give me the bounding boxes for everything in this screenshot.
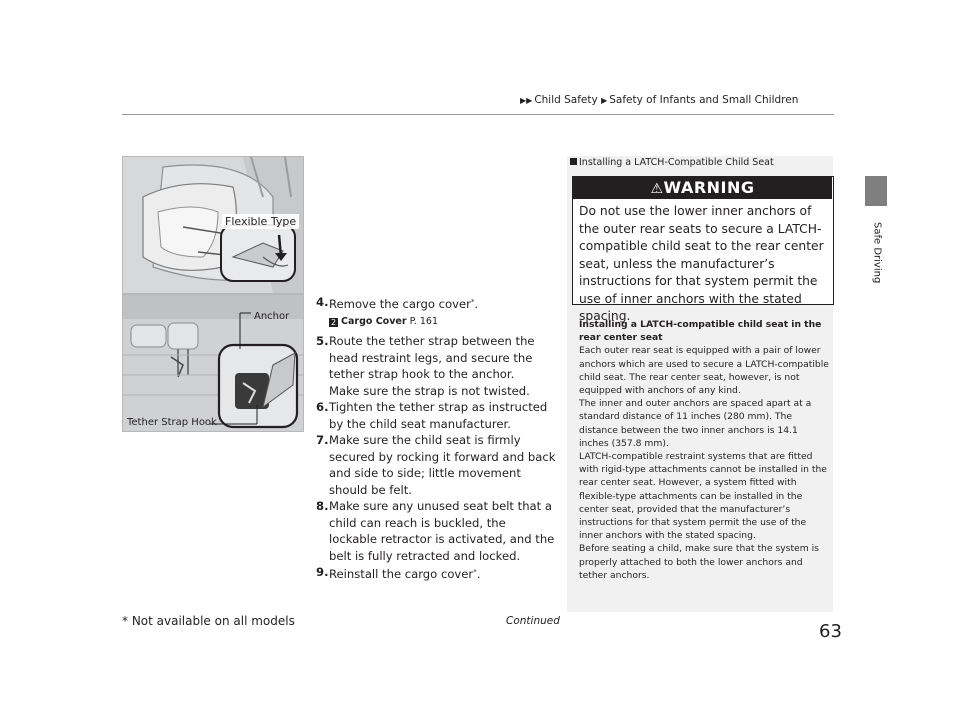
step-number: 8. (316, 499, 329, 513)
breadcrumb (520, 94, 798, 106)
note-paragraph: Each outer rear seat is equipped with a pair of lower anchors which are used to secure a LATCH-compatible child seat. The rear center seat, however, is not equipped with anchors of any kind. (579, 345, 829, 397)
note-subheading: Installing a LATCH-compatible child seat in the rear center seat (579, 319, 822, 344)
cross-reference[interactable] (316, 314, 556, 331)
breadcrumb-item-safety-infants[interactable]: Safety of Infants and Small Children (609, 94, 799, 106)
step-text: Remove the cargo cover (329, 297, 471, 311)
note-title: Installing a LATCH-Compatible Child Seat (570, 157, 774, 168)
step-item (316, 294, 556, 313)
label-anchor: Anchor (254, 311, 290, 322)
step-text: Reinstall the cargo cover (329, 567, 474, 581)
label-flexible-type: Flexible Type (222, 214, 299, 229)
note-paragraph: LATCH-compatible restraint systems that are fitted with rigid-type attachments cannot be installed in the rear center seat. However, a system fitted with flexible-type attachments can be installed in the center seat, provided that the manufacturer’s instructions for that system permit the use of the inner anchors with the stated spacing. (579, 451, 827, 542)
breadcrumb-arrow-icon: ▶ (601, 96, 608, 105)
step-item (316, 333, 556, 399)
step-item (316, 564, 556, 583)
footnote: * Not available on all models (122, 614, 295, 628)
step-text: Make sure the child seat is firmly secured by rocking it forward and back and side to side; little movement should be felt. (329, 433, 556, 497)
step-number: 9. (316, 565, 329, 579)
warning-text: Do not use the lower inner anchors of the outer rear seats to secure a LATCH-compatible child seat to the rear center seat, unless the manufacturer’s instructions for that system permit the use of inner anchors with the stated spacing. (579, 204, 824, 323)
reference-arrow-icon: 2 (330, 317, 337, 327)
xref-title[interactable]: Cargo Cover (341, 315, 407, 327)
step-text: Tighten the tether strap as instructed by the child seat manufacturer. (329, 400, 548, 431)
step-number: 5. (316, 334, 329, 348)
section-tab (866, 222, 888, 332)
footnote-mark[interactable]: * (473, 568, 477, 576)
step-text: Make sure any unused seat belt that a child can reach is buckled, the lockable retractor is activated, and the belt is fully retracted and locked. (329, 499, 555, 563)
warning-header (573, 177, 832, 199)
step-punct: . (476, 567, 481, 581)
step-item (316, 432, 556, 498)
step-text: Route the tether strap between the head restraint legs, and secure the tether strap hook to the anchor. (329, 334, 535, 381)
step-text-extra: Make sure the strap is not twisted. (329, 383, 530, 398)
step-number: 4. (316, 295, 329, 309)
note-marker-icon (570, 158, 577, 165)
note-paragraph: The inner and outer anchors are spaced apart at a standard distance of 11 inches (280 mm). The distance between the two inner anchors is 14.1 inches (357.8 mm). (579, 398, 812, 449)
continued-label: Continued (506, 615, 560, 627)
step-item (316, 498, 556, 564)
page-number: 63 (819, 621, 842, 642)
note-body (579, 318, 829, 582)
footnote-mark[interactable]: * (470, 298, 475, 306)
procedure-steps (316, 294, 556, 583)
section-tab-marker (865, 176, 887, 206)
step-item (316, 399, 556, 432)
step-number: 6. (316, 400, 329, 414)
note-paragraph: Before seating a child, make sure that the system is properly attached to both the lower anchors and tether anchors. (579, 543, 819, 581)
step-number: 7. (316, 433, 329, 447)
label-tether-strap-hook: Tether Strap Hook (127, 417, 217, 428)
breadcrumb-arrow-icon: ▶▶ (520, 96, 533, 105)
warning-icon: ⚠ (650, 181, 664, 197)
xref-page[interactable]: P. 161 (409, 315, 438, 327)
breadcrumb-item-child-safety[interactable]: Child Safety (534, 94, 598, 106)
header-divider (122, 114, 834, 115)
step-punct: . (474, 297, 479, 311)
warning-title: WARNING (663, 178, 755, 197)
section-tab-label: Safe Driving (871, 222, 883, 284)
